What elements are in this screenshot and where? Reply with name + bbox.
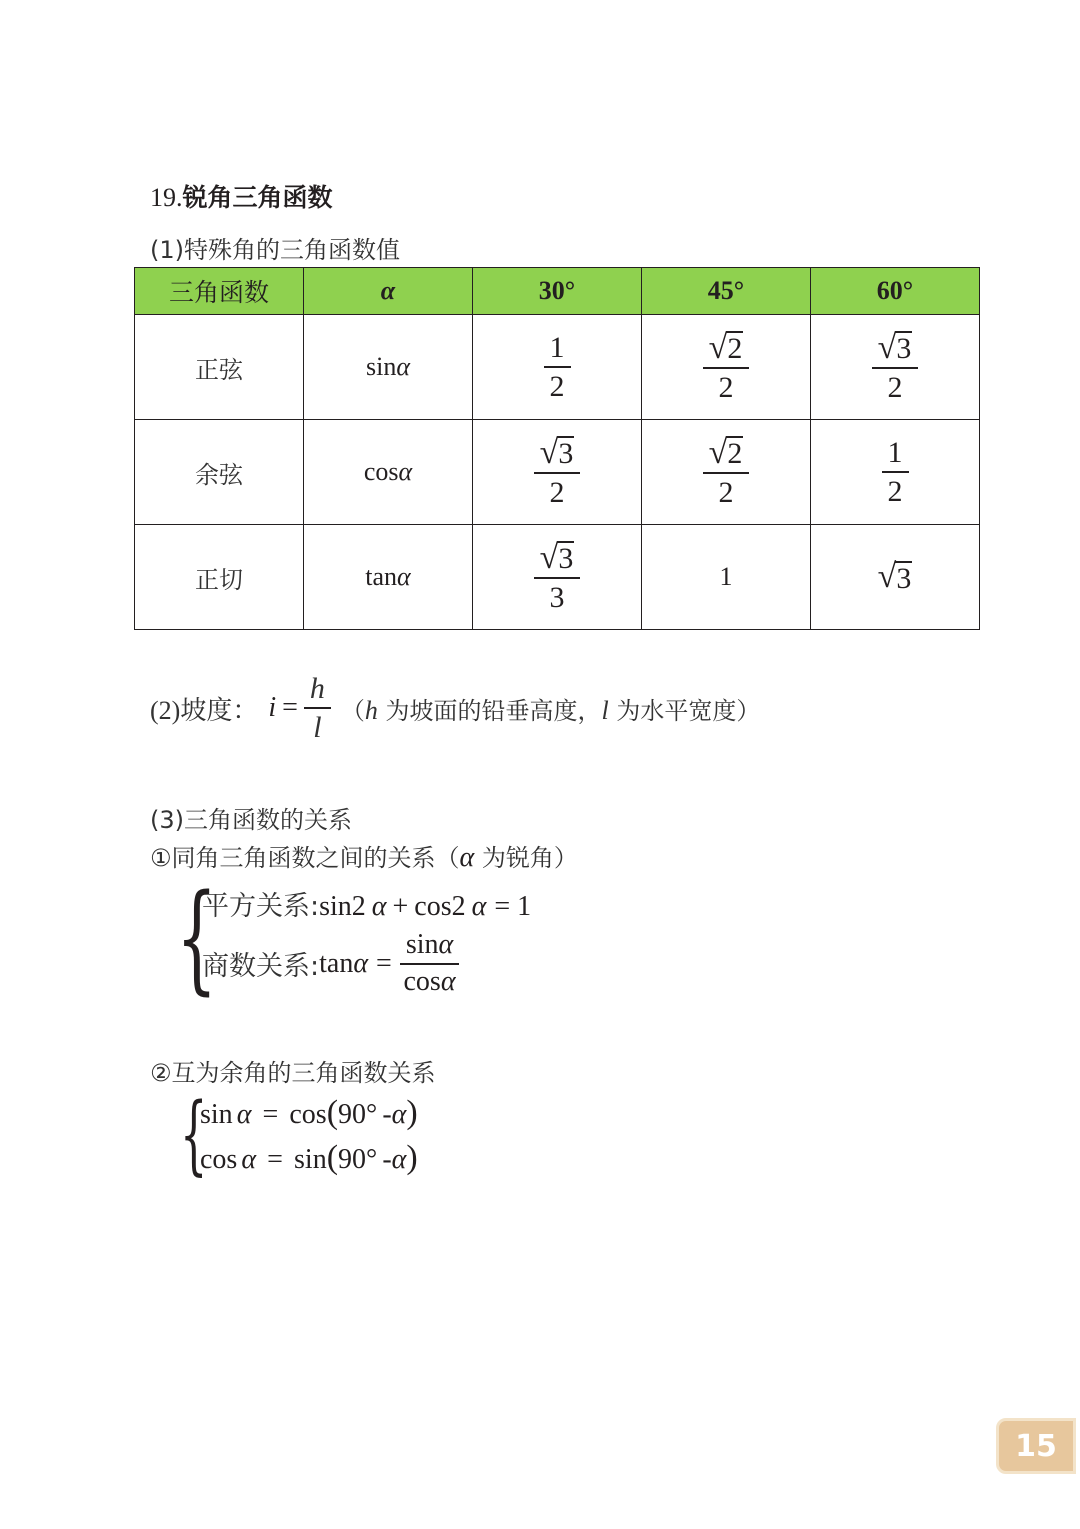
value-cell: √ 3 2	[811, 315, 980, 420]
row-name: 正切	[135, 525, 304, 630]
special-angle-table	[134, 267, 980, 630]
table-header-row	[135, 268, 980, 315]
table-row	[135, 420, 980, 525]
part1-title: (1)特殊角的三角函数值	[150, 236, 400, 264]
header-cell: 三角函数	[135, 268, 304, 315]
page-number: 15	[1015, 1428, 1057, 1464]
section-number: 19.	[150, 183, 183, 212]
value-cell: √ 3 2	[473, 420, 642, 525]
part3-title: (3)三角函数的关系	[150, 806, 352, 834]
slope-note: （h 为坡面的铅垂高度，l 为水平宽度）	[340, 695, 761, 725]
header-cell: 30°	[473, 268, 642, 315]
slope-equals: =	[282, 692, 298, 723]
table-row	[135, 315, 980, 420]
row-name: 余弦	[135, 420, 304, 525]
part3-sub1: ①同角三角函数之间的关系（α 为锐角）	[150, 842, 578, 873]
cofunction-sin: sin α = cos(90° -α)	[200, 1094, 418, 1131]
slope-formula	[150, 672, 760, 744]
value-cell: $\frac{1}{2}$	[811, 420, 980, 525]
header-cell: α	[304, 268, 473, 315]
slope-fraction: $\frac{h}{l}$	[304, 672, 331, 744]
page-number-badge	[996, 1418, 1076, 1474]
value-cell: √ 3	[811, 525, 980, 630]
value-cell: √ 3 3	[473, 525, 642, 630]
value-cell: 1	[642, 525, 811, 630]
row-func: sinα	[304, 315, 473, 420]
row-func: cosα	[304, 420, 473, 525]
slope-label: (2)坡度：	[150, 695, 259, 725]
section-heading	[150, 178, 333, 214]
value-cell: $\frac{1}{2}$	[473, 315, 642, 420]
part3-sub2: ②互为余角的三角函数关系	[150, 1059, 436, 1087]
brace-icon: {	[180, 1085, 208, 1185]
slope-var-i: i	[268, 692, 277, 723]
quotient-relation: 商数关系: tan α = $\frac{\sin\alpha}{\cos\alpha}$	[202, 930, 459, 998]
value-cell: √ 2 2	[642, 315, 811, 420]
header-cell: 60°	[811, 268, 980, 315]
value-cell: √ 2 2	[642, 420, 811, 525]
row-name: 正弦	[135, 315, 304, 420]
header-cell: 45°	[642, 268, 811, 315]
row-func: tanα	[304, 525, 473, 630]
square-relation: 平方关系: sin 2 α + cos 2 α = 1	[202, 891, 532, 922]
cofunction-cos: cos α = sin(90° -α)	[200, 1139, 418, 1176]
table-row	[135, 525, 980, 630]
section-title: 锐角三角函数	[182, 183, 333, 212]
brace-icon: {	[176, 868, 218, 1006]
